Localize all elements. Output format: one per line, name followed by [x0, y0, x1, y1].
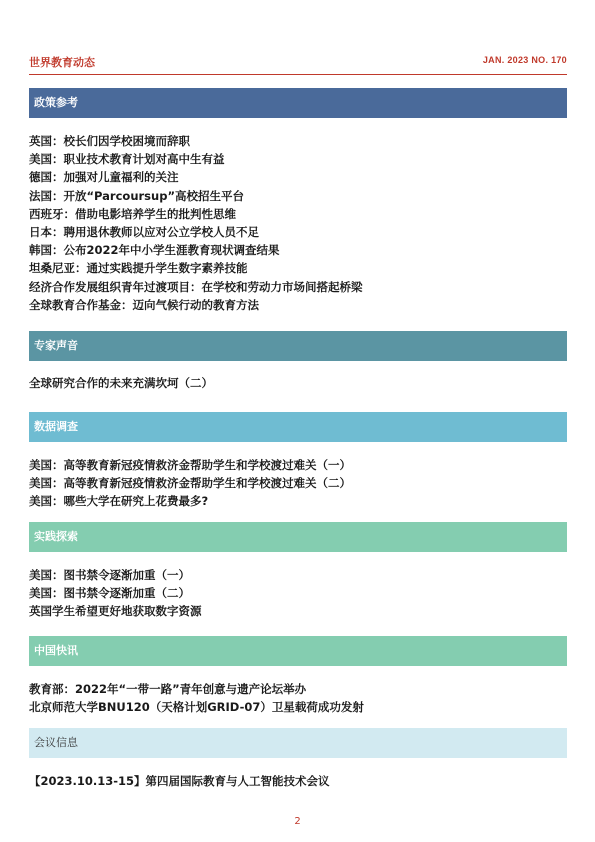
- article-link[interactable]: 美国：高等教育新冠疫情救济金帮助学生和学校渡过难关（一）: [29, 458, 351, 472]
- article-link[interactable]: 全球研究合作的未来充满坎坷（二）: [29, 376, 213, 390]
- article-link[interactable]: 美国：图书禁令逐渐加重（二）: [29, 586, 190, 601]
- article-link[interactable]: 英国：校长们因学校困境而辞职: [29, 134, 190, 148]
- policy-article-list: [29, 132, 567, 314]
- conference-article-list: [29, 772, 567, 790]
- publication-title: 世界教育动态: [29, 56, 95, 69]
- article-link[interactable]: 美国：哪些大学在研究上花费最多?: [29, 494, 209, 509]
- page-header: [29, 54, 567, 75]
- article-link[interactable]: 西班牙：借助电影培养学生的批判性思维: [29, 206, 236, 221]
- article-link[interactable]: 坦桑尼亚：通过实践提升学生数字素养技能: [29, 261, 248, 276]
- page-number: 2: [294, 816, 301, 827]
- issue-number: JAN. 2023 NO. 170: [482, 55, 567, 65]
- section-heading-text: 实践探索: [34, 530, 78, 543]
- article-link[interactable]: 【2023.10.13-15】第四届国际教育与人工智能技术会议: [29, 774, 330, 788]
- article-link[interactable]: 法国：开放“Parcoursup”高校招生平台: [29, 188, 245, 203]
- section-heading-china: [29, 636, 567, 666]
- article-link[interactable]: 经济合作发展组织青年过渡项目：在学校和劳动力市场间搭起桥梁: [29, 279, 363, 294]
- section-heading-conference: [29, 728, 567, 758]
- expert-article-list: [29, 374, 567, 392]
- article-link[interactable]: 德国：加强对儿童福利的关注: [29, 170, 179, 185]
- section-heading-text: 中国快讯: [34, 644, 78, 657]
- section-heading-text: 会议信息: [34, 736, 78, 749]
- data-article-list: [29, 456, 567, 511]
- article-link[interactable]: 日本：聘用退休教师以应对公立学校人员不足: [29, 225, 259, 240]
- article-link[interactable]: 美国：图书禁令逐渐加重（一）: [29, 568, 190, 582]
- article-link[interactable]: 教育部：2022年“一带一路”青年创意与遗产论坛举办: [29, 682, 307, 696]
- section-heading-text: 专家声音: [34, 339, 78, 352]
- section-heading-expert: [29, 331, 567, 361]
- section-heading-policy: [29, 88, 567, 118]
- article-link[interactable]: 美国：高等教育新冠疫情救济金帮助学生和学校渡过难关（二）: [29, 476, 351, 491]
- section-heading-text: 数据调查: [34, 420, 78, 433]
- practice-article-list: [29, 566, 567, 621]
- section-heading-data: [29, 412, 567, 442]
- article-link[interactable]: 北京师范大学BNU120（天格计划GRID-07）卫星载荷成功发射: [29, 700, 364, 715]
- section-heading-text: 政策参考: [34, 96, 78, 109]
- article-link[interactable]: 全球教育合作基金：迈向气候行动的教育方法: [29, 297, 259, 312]
- section-heading-practice: [29, 522, 567, 552]
- article-link[interactable]: 英国学生希望更好地获取数字资源: [29, 604, 202, 619]
- china-article-list: [29, 680, 567, 716]
- article-link[interactable]: 美国：职业技术教育计划对高中生有益: [29, 152, 225, 167]
- article-link[interactable]: 韩国：公布2022年中小学生涯教育现状调查结果: [29, 243, 280, 258]
